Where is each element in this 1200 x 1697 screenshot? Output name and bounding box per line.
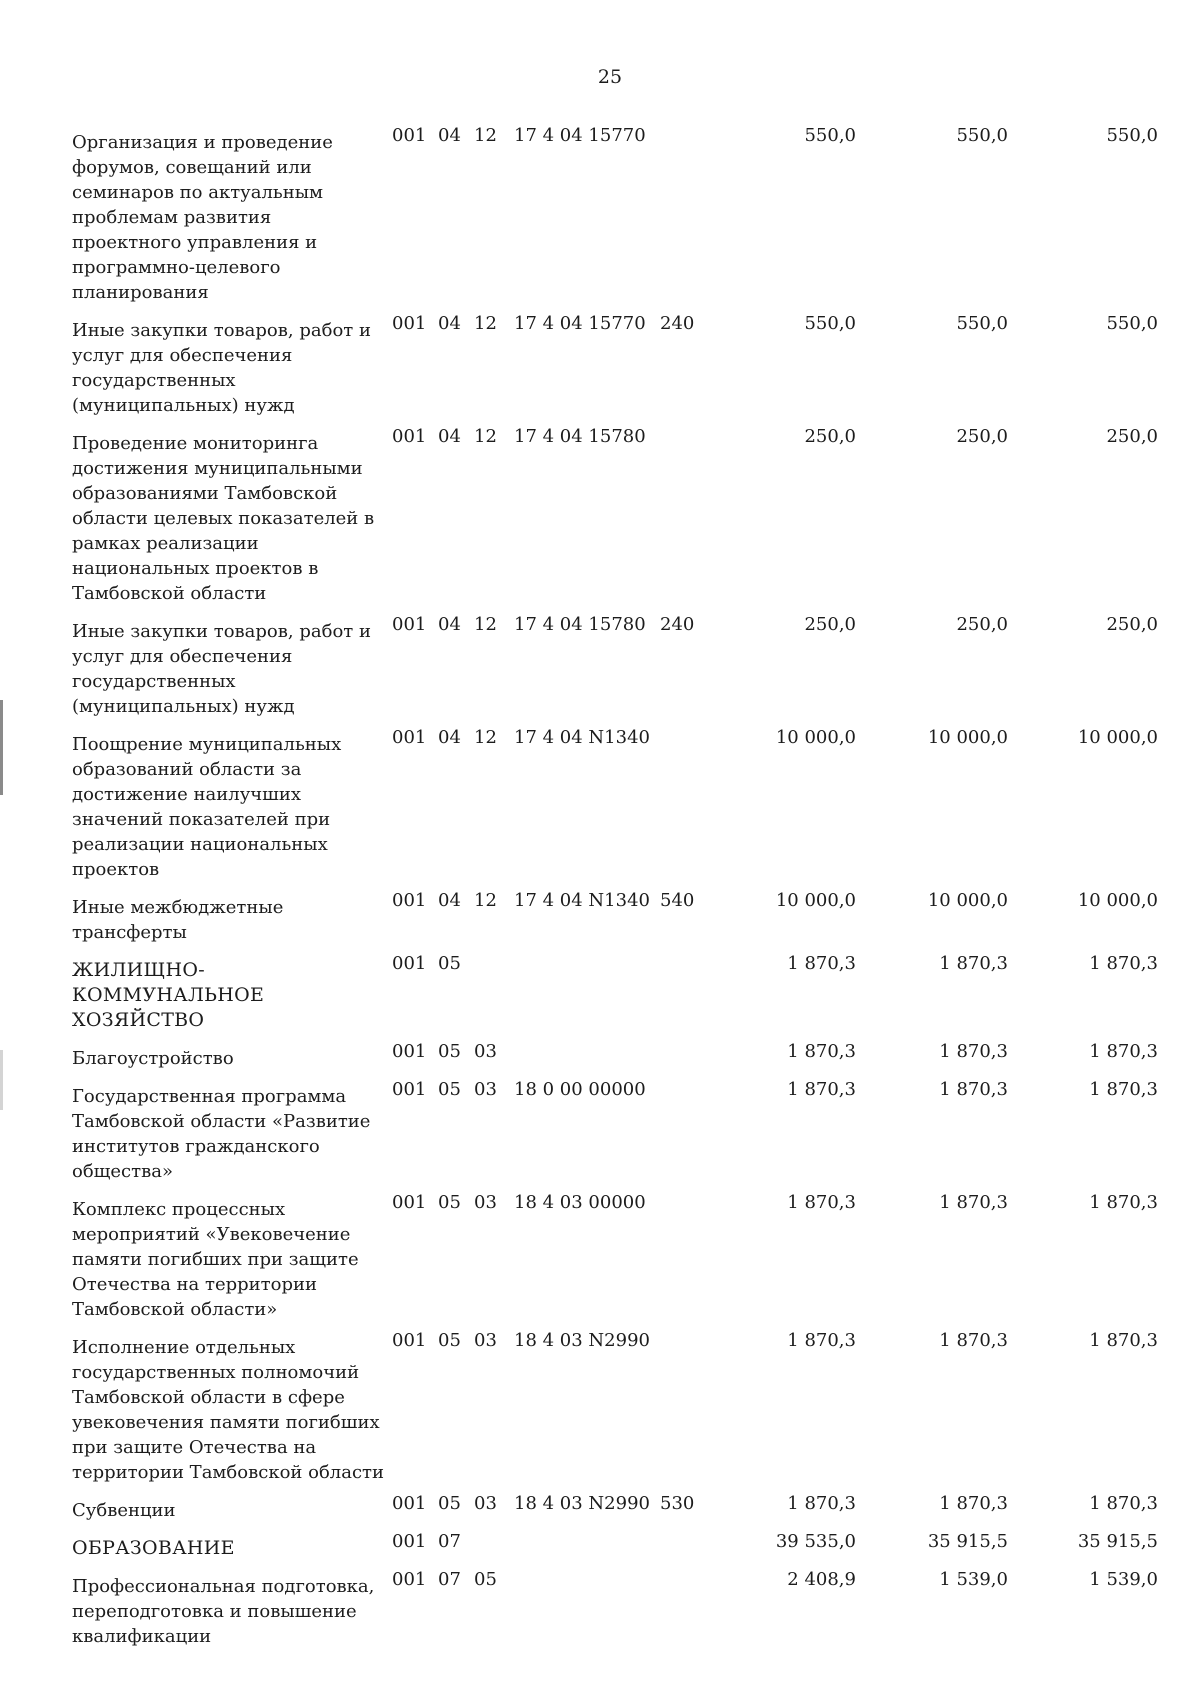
section-code: 05 — [438, 953, 461, 974]
table-row — [72, 1034, 1170, 1072]
amount-year-2: 550,0 — [956, 313, 1008, 334]
row-name: Исполнение отдельных государственных полномочий Тамбовской области в сфере увековечения памяти погибших при защите Отечества на территории Тамбовской области — [72, 1337, 384, 1483]
section-code: 07 — [438, 1531, 461, 1552]
subsection-code: 03 — [474, 1330, 497, 1351]
grbs-code: 001 — [392, 1569, 427, 1590]
section-code: 07 — [438, 1569, 461, 1590]
grbs-code: 001 — [392, 614, 427, 635]
expense-type-code — [658, 419, 710, 607]
row-name: Иные межбюджетные трансферты — [72, 897, 284, 943]
amount-year-3: 250,0 — [1106, 426, 1158, 447]
amount-year-2: 250,0 — [956, 426, 1008, 447]
expense-type-code — [658, 946, 710, 1034]
amount-year-1: 1 870,3 — [787, 1330, 856, 1351]
amount-year-2: 550,0 — [956, 125, 1008, 146]
grbs-code: 001 — [392, 1330, 427, 1351]
amount-year-3: 35 915,5 — [1077, 1531, 1158, 1552]
subsection-code: 12 — [474, 313, 497, 334]
amount-year-1: 1 870,3 — [787, 1493, 856, 1514]
row-name: Комплекс процессных мероприятий «Увековечение памяти погибших при защите Отечества на территории Тамбовской области» — [72, 1199, 359, 1320]
amount-year-3: 10 000,0 — [1077, 890, 1158, 911]
table-row — [72, 1072, 1170, 1185]
amount-year-2: 1 870,3 — [939, 953, 1008, 974]
amount-year-3: 550,0 — [1106, 125, 1158, 146]
subsection-code: 12 — [474, 125, 497, 146]
amount-year-3: 10 000,0 — [1077, 727, 1158, 748]
amount-year-3: 1 870,3 — [1089, 1192, 1158, 1213]
amount-year-2: 10 000,0 — [927, 890, 1008, 911]
expense-type-code: 240 — [660, 313, 695, 334]
section-code: 04 — [438, 426, 461, 447]
table-row — [72, 720, 1170, 883]
amount-year-2: 250,0 — [956, 614, 1008, 635]
scan-artifact — [0, 700, 3, 795]
section-code: 04 — [438, 727, 461, 748]
target-article-code: 17 4 04 N1340 — [514, 890, 650, 911]
amount-year-1: 2 408,9 — [787, 1569, 856, 1590]
expense-type-code — [658, 720, 710, 883]
table-row — [72, 1562, 1170, 1650]
subsection-code — [472, 1524, 512, 1562]
amount-year-2: 1 870,3 — [939, 1079, 1008, 1100]
section-code: 05 — [438, 1330, 461, 1351]
expense-type-code — [658, 1034, 710, 1072]
section-code: 05 — [438, 1192, 461, 1213]
grbs-code: 001 — [392, 953, 427, 974]
table-row — [72, 946, 1170, 1034]
table-row — [72, 306, 1170, 419]
amount-year-2: 1 870,3 — [939, 1192, 1008, 1213]
target-article-code — [512, 1562, 658, 1650]
amount-year-3: 1 870,3 — [1089, 953, 1158, 974]
section-code: 04 — [438, 614, 461, 635]
amount-year-3: 1 870,3 — [1089, 1330, 1158, 1351]
amount-year-1: 1 870,3 — [787, 1192, 856, 1213]
page-number: 25 — [597, 66, 623, 88]
amount-year-1: 10 000,0 — [775, 727, 856, 748]
grbs-code: 001 — [392, 1192, 427, 1213]
subsection-code: 03 — [474, 1192, 497, 1213]
subsection-code: 03 — [474, 1079, 497, 1100]
row-name: ОБРАЗОВАНИЕ — [72, 1537, 235, 1559]
amount-year-3: 1 870,3 — [1089, 1079, 1158, 1100]
target-article-code: 17 4 04 N1340 — [514, 727, 650, 748]
amount-year-2: 35 915,5 — [927, 1531, 1008, 1552]
amount-year-1: 550,0 — [804, 313, 856, 334]
amount-year-1: 550,0 — [804, 125, 856, 146]
grbs-code: 001 — [392, 125, 427, 146]
subsection-code: 03 — [474, 1493, 497, 1514]
table-row — [72, 607, 1170, 720]
target-article-code — [512, 1524, 658, 1562]
amount-year-3: 1 870,3 — [1089, 1041, 1158, 1062]
amount-year-3: 550,0 — [1106, 313, 1158, 334]
row-name: ЖИЛИЩНО-КОММУНАЛЬНОЕ ХОЗЯЙСТВО — [72, 959, 265, 1031]
subsection-code — [472, 946, 512, 1034]
grbs-code: 001 — [392, 426, 427, 447]
amount-year-3: 1 539,0 — [1089, 1569, 1158, 1590]
amount-year-1: 39 535,0 — [775, 1531, 856, 1552]
grbs-code: 001 — [392, 313, 427, 334]
row-name: Организация и проведение форумов, совещаний или семинаров по актуальным проблемам развития проектного управления и программно-целевого планирования — [72, 132, 333, 303]
table-row — [72, 1185, 1170, 1323]
target-article-code: 17 4 04 15780 — [514, 426, 646, 447]
table-row — [72, 1524, 1170, 1562]
grbs-code: 001 — [392, 1493, 427, 1514]
scan-artifact — [0, 1050, 3, 1110]
expense-type-code — [658, 1562, 710, 1650]
target-article-code: 17 4 04 15770 — [514, 313, 646, 334]
section-code: 05 — [438, 1493, 461, 1514]
amount-year-2: 10 000,0 — [927, 727, 1008, 748]
amount-year-1: 250,0 — [804, 614, 856, 635]
expense-type-code — [658, 1185, 710, 1323]
expense-type-code: 240 — [660, 614, 695, 635]
budget-table — [72, 118, 1170, 1650]
target-article-code: 18 4 03 N2990 — [514, 1493, 650, 1514]
target-article-code: 18 4 03 00000 — [514, 1192, 646, 1213]
table-row — [72, 1323, 1170, 1486]
expense-type-code — [658, 1323, 710, 1486]
grbs-code: 001 — [392, 1041, 427, 1062]
amount-year-2: 1 539,0 — [939, 1569, 1008, 1590]
target-article-code: 18 4 03 N2990 — [514, 1330, 650, 1351]
grbs-code: 001 — [392, 1079, 427, 1100]
amount-year-1: 1 870,3 — [787, 953, 856, 974]
amount-year-2: 1 870,3 — [939, 1493, 1008, 1514]
row-name: Профессиональная подготовка, переподготовка и повышение квалификации — [72, 1576, 375, 1647]
section-code: 05 — [438, 1079, 461, 1100]
target-article-code: 18 0 00 00000 — [514, 1079, 646, 1100]
subsection-code: 12 — [474, 727, 497, 748]
section-code: 04 — [438, 313, 461, 334]
table-row — [72, 1486, 1170, 1524]
target-article-code — [512, 946, 658, 1034]
expense-type-code — [658, 1072, 710, 1185]
row-name: Поощрение муниципальных образований области за достижение наилучших значений показателей при реализации национальных проектов — [72, 734, 342, 880]
row-name: Государственная программа Тамбовской области «Развитие институтов гражданского общества» — [72, 1086, 371, 1182]
grbs-code: 001 — [392, 890, 427, 911]
table-row — [72, 419, 1170, 607]
amount-year-2: 1 870,3 — [939, 1041, 1008, 1062]
row-name: Благоустройство — [72, 1048, 234, 1069]
section-code: 04 — [438, 890, 461, 911]
row-name: Проведение мониторинга достижения муниципальными образованиями Тамбовской области целевых показателей в рамках реализации национальных проектов в Тамбовской области — [72, 433, 375, 604]
section-code: 05 — [438, 1041, 461, 1062]
grbs-code: 001 — [392, 1531, 427, 1552]
expense-type-code: 540 — [660, 890, 695, 911]
subsection-code: 12 — [474, 614, 497, 635]
amount-year-3: 1 870,3 — [1089, 1493, 1158, 1514]
table-body — [72, 118, 1170, 1650]
amount-year-1: 1 870,3 — [787, 1079, 856, 1100]
section-code: 04 — [438, 125, 461, 146]
subsection-code: 12 — [474, 890, 497, 911]
target-article-code — [512, 1034, 658, 1072]
subsection-code: 12 — [474, 426, 497, 447]
expense-type-code — [658, 1524, 710, 1562]
amount-year-1: 10 000,0 — [775, 890, 856, 911]
row-name: Иные закупки товаров, работ и услуг для обеспечения государственных (муниципальных) нужд — [72, 621, 371, 717]
row-name: Субвенции — [72, 1500, 176, 1521]
subsection-code: 03 — [474, 1041, 497, 1062]
table-row — [72, 118, 1170, 306]
row-name: Иные закупки товаров, работ и услуг для обеспечения государственных (муниципальных) нужд — [72, 320, 371, 416]
subsection-code: 05 — [474, 1569, 497, 1590]
target-article-code: 17 4 04 15780 — [514, 614, 646, 635]
target-article-code: 17 4 04 15770 — [514, 125, 646, 146]
amount-year-2: 1 870,3 — [939, 1330, 1008, 1351]
expense-type-code: 530 — [660, 1493, 695, 1514]
amount-year-1: 250,0 — [804, 426, 856, 447]
amount-year-3: 250,0 — [1106, 614, 1158, 635]
table-row — [72, 883, 1170, 946]
amount-year-1: 1 870,3 — [787, 1041, 856, 1062]
expense-type-code — [658, 118, 710, 306]
grbs-code: 001 — [392, 727, 427, 748]
